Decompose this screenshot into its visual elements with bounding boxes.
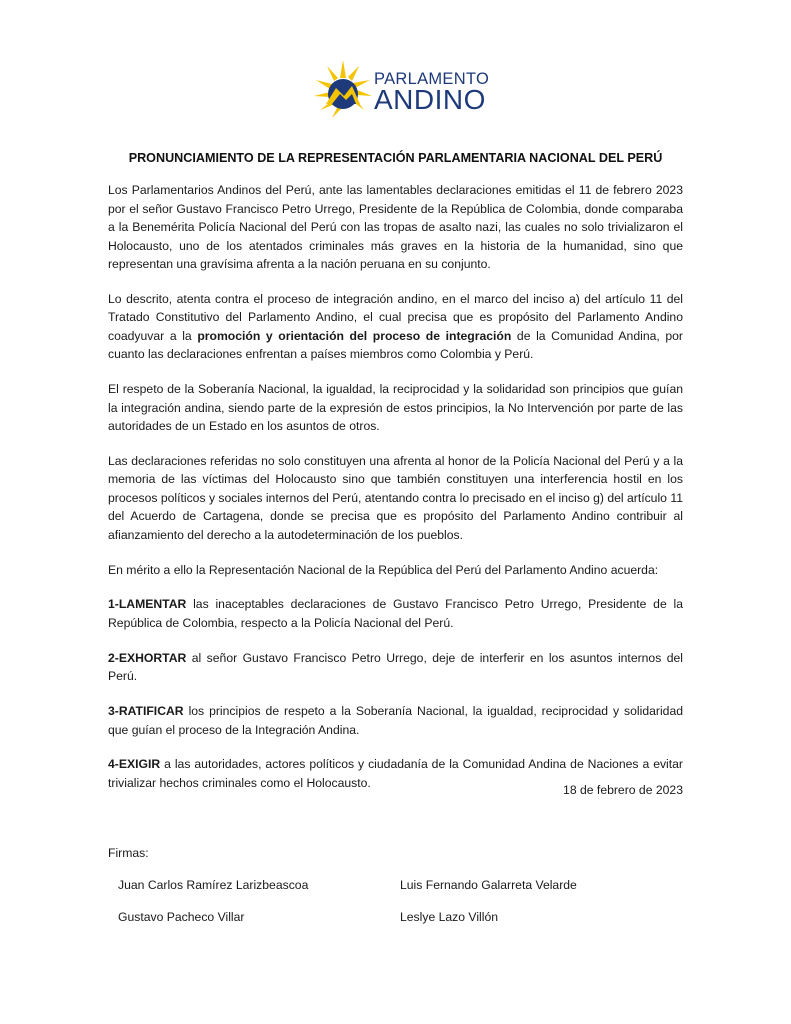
parlamento-andino-logo	[312, 58, 492, 122]
document-title: PRONUNCIAMIENTO DE LA REPRESENTACIÓN PARLAMENTARIA NACIONAL DEL PERÚ	[128, 151, 663, 165]
paragraph-2-post: de la Comunidad Andina, por cuanto las declaraciones enfrentan a países miembros como Colombia y Perú.	[108, 328, 683, 362]
document-body	[108, 181, 683, 809]
signatory-4: Leslye Lazo Villón	[400, 910, 499, 924]
paragraph-3: El respeto de la Soberanía Nacional, la igualdad, la reciprocidad y la solidaridad son principios que guían la integración andina, siendo parte de la expresión de estos principios, la No Intervención por parte de las autoridades de un Estado en los asuntos de otros.	[108, 382, 683, 434]
signatory-2: Luis Fernando Galarreta Velarde	[400, 878, 577, 892]
document-date: 18 de febrero de 2023	[563, 783, 683, 797]
signatory-1: Juan Carlos Ramírez Larizbeascoa	[118, 878, 309, 892]
paragraph-2	[108, 290, 683, 364]
resolution-3-text: los principios de respeto a la Soberanía Nacional, la igualdad, reciprocidad y solidaridad que guían el proceso de la Integración Andina.	[108, 704, 683, 737]
sun-emblem-icon	[312, 58, 374, 122]
logo-text-andino: ANDINO	[374, 84, 486, 115]
resolution-1-verb: 1-LAMENTAR	[108, 597, 187, 612]
paragraph-1: Los Parlamentarios Andinos del Perú, ante las lamentables declaraciones emitidas el 11 de febrero 2023 por el señor Gustavo Francisco Petro Urrego, Presidente de la República de Colombia, donde comparaba a la Benemérita Policía Nacional del Perú con las tropas de asalto nazi, las cuales no solo trivializaron el Holocausto, uno de los atentados criminales más graves en la historia de la humanidad, sino que representan una gravísima afrenta a la nación peruana en su conjunto.	[108, 183, 683, 271]
resolution-4-verb: 4-EXIGIR	[108, 757, 161, 772]
signatory-3: Gustavo Pacheco Villar	[118, 910, 245, 924]
resolution-2-text: al señor Gustavo Francisco Petro Urrego, deje de interferir en los asuntos internos del Perú.	[108, 650, 683, 684]
paragraph-2-bold: promoción y orientación del proceso de integración	[197, 328, 512, 343]
resolution-1-text: las inaceptables declaraciones de Gustavo Francisco Petro Urrego, Presidente de la República de Colombia, respecto a la Policía Nacional del Perú.	[108, 597, 683, 630]
firmas-label: Firmas:	[108, 846, 149, 860]
resolution-3-verb: 3-RATIFICAR	[108, 704, 184, 719]
logo-text-parlamento: PARLAMENTO	[374, 70, 490, 88]
paragraph-4: Las declaraciones referidas no solo constituyen una afrenta al honor de la Policía Nacional del Perú y a la memoria de las víctimas del Holocausto sino que también constituyen una interferencia hostil en los procesos políticos y sociales internos del Perú, atentando contra lo precisado en el inciso g) del artículo 11 del Acuerdo de Cartagena, donde se precisa que es propósito del Parlamento Andino contribuir al afianzamiento del derecho a la autodeterminación de los pueblos.	[108, 453, 683, 542]
resolution-2	[108, 649, 683, 686]
resolution-4-text: a las autoridades, actores políticos y ciudadanía de la Comunidad Andina de Naciones a evitar trivializar hechos criminales como el Holocausto.	[108, 757, 683, 790]
resolution-2-verb: 2-EXHORTAR	[108, 650, 187, 665]
paragraph-2-pre: Lo descrito, atenta contra el proceso de integración andino, en el marco del inciso a) del artículo 11 del Tratado Constitutivo del Parlamento Andino, el cual precisa que es propósito del Parlamento Andino coadyuvar a la	[108, 291, 683, 343]
paragraph-5: En mérito a ello la Representación Nacional de la República del Perú del Parlamento Andino acuerda:	[108, 562, 659, 577]
resolution-3	[108, 702, 683, 739]
resolution-1	[108, 595, 683, 632]
